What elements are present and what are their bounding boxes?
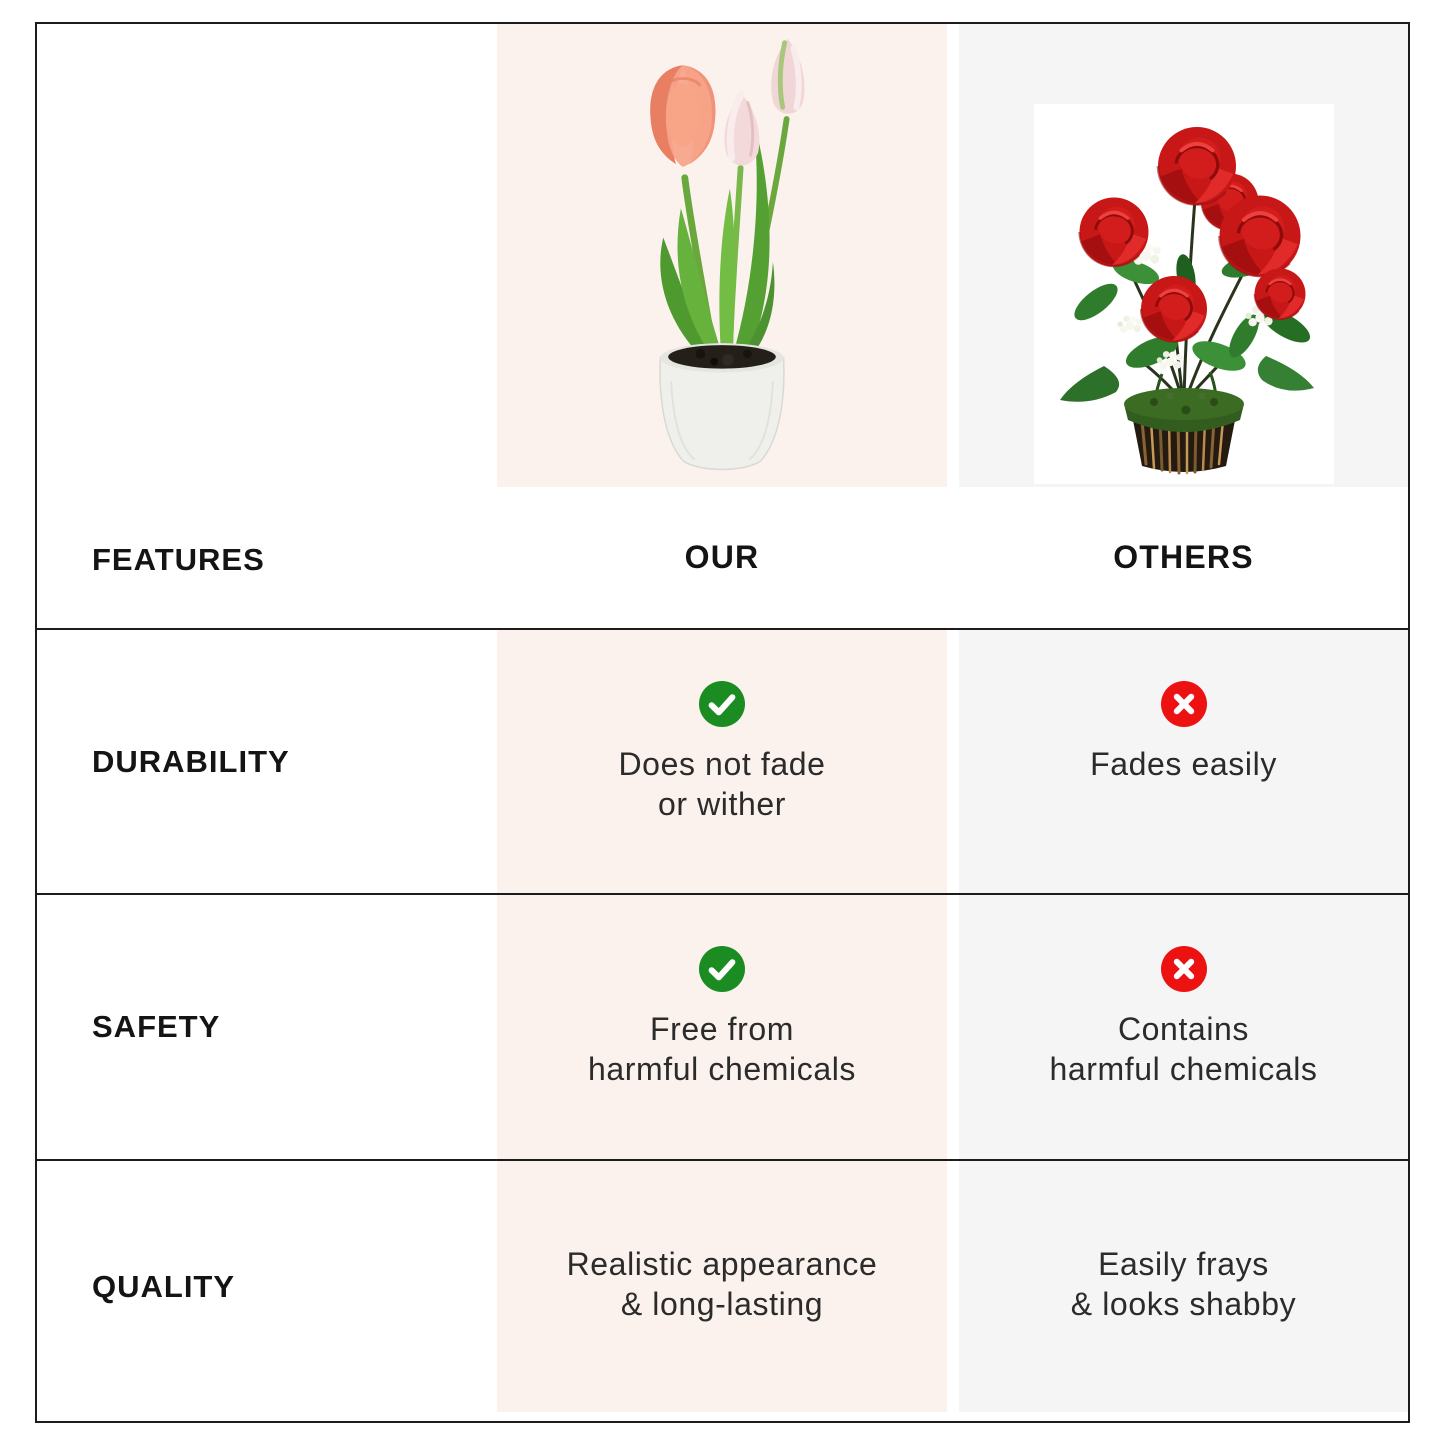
cell-text-line: Does not fade (618, 746, 826, 782)
column-gap (947, 895, 959, 1159)
header-row (37, 24, 1408, 630)
cross-icon (1160, 945, 1208, 993)
durability-feature-cell (37, 630, 497, 893)
row-quality (37, 1161, 1408, 1412)
safety-label: SAFETY (92, 1009, 221, 1044)
row-durability (37, 630, 1408, 895)
quality-others-cell (959, 1161, 1408, 1412)
cell-text-line: harmful chemicals (587, 1051, 857, 1087)
brown-pot (1124, 388, 1244, 473)
tulip-bud-mid (724, 94, 759, 166)
column-gap (947, 24, 959, 628)
our-column-header (497, 24, 947, 628)
safety-our-cell (497, 895, 947, 1159)
safety-others-cell (959, 895, 1408, 1159)
cell-text-line: & looks shabby (1070, 1285, 1297, 1322)
cross-icon (1160, 680, 1208, 728)
safety-feature-cell (37, 895, 497, 1159)
column-gap (947, 1161, 959, 1412)
comparison-table (35, 22, 1410, 1423)
features-label: FEATURES (92, 542, 265, 577)
cell-text-line: Free from (649, 1011, 795, 1047)
others-product-image (959, 24, 1408, 487)
cell-text-line: or wither (657, 786, 787, 822)
tulip-flower-open (650, 65, 715, 167)
others-column-title: OTHERS (1113, 539, 1254, 575)
cell-text-line: harmful chemicals (1049, 1051, 1318, 1087)
durability-our-cell (497, 630, 947, 893)
durability-label: DURABILITY (92, 743, 290, 779)
quality-feature-cell (37, 1161, 497, 1412)
tulip-plant-image (575, 29, 869, 487)
row-safety (37, 895, 1408, 1161)
features-column-header (37, 24, 497, 628)
quality-our-cell (497, 1161, 947, 1412)
check-icon (698, 945, 746, 993)
our-column-title: OUR (684, 539, 760, 575)
quality-label: QUALITY (92, 1268, 236, 1304)
check-icon (698, 680, 746, 728)
rose-plant-image (1029, 104, 1339, 484)
column-gap (947, 630, 959, 893)
cell-text-line: Contains (1117, 1011, 1250, 1047)
tulip-bud-tall (771, 39, 804, 114)
our-product-image (497, 24, 947, 487)
white-pot (660, 343, 784, 469)
cell-text-line: Fades easily (1090, 746, 1277, 782)
durability-others-cell (959, 630, 1408, 893)
cell-text-line: Realistic appearance (566, 1245, 878, 1282)
others-column-header (959, 24, 1408, 628)
cell-text-line: & long-lasting (620, 1285, 824, 1322)
cell-text-line: Easily frays (1098, 1245, 1269, 1282)
